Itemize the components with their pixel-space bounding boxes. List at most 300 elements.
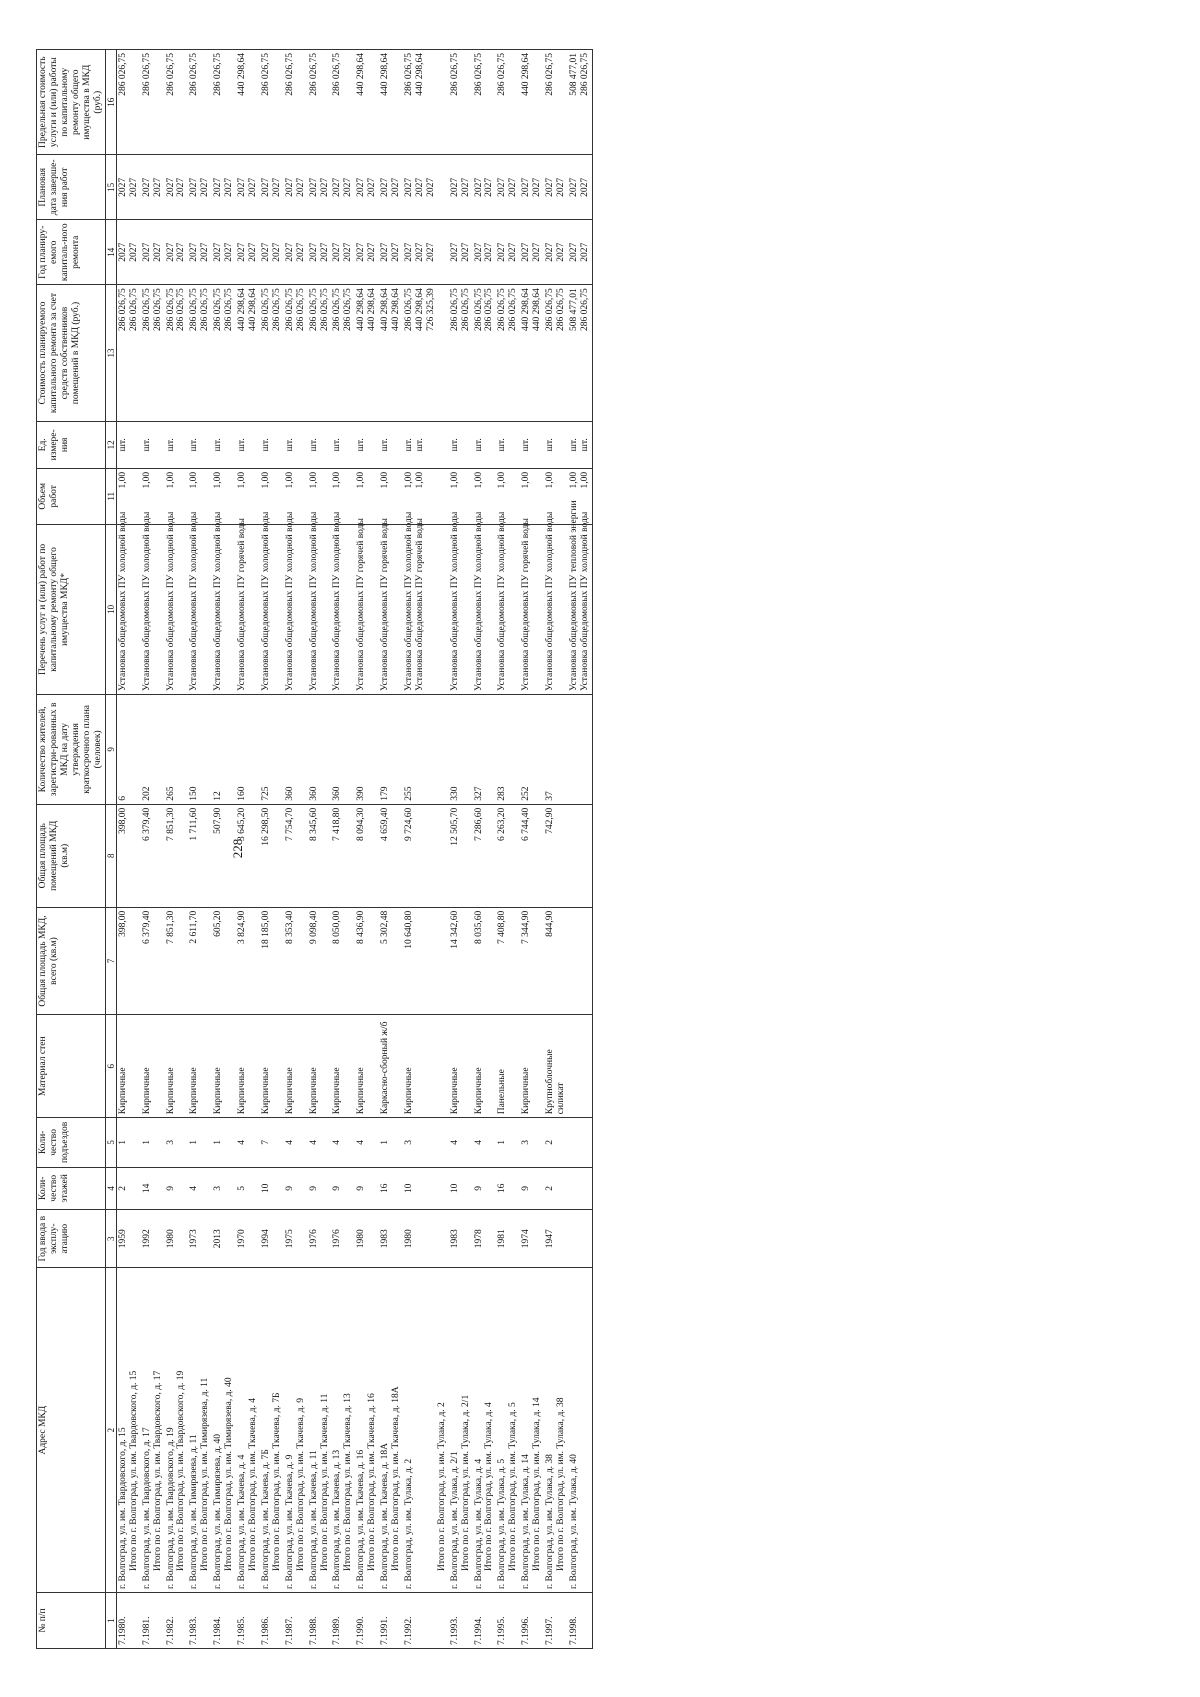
year-cell: [568, 1210, 592, 1268]
residents-cell: [568, 695, 592, 805]
entrances-cell: 1: [212, 1118, 236, 1167]
works-cell: [331, 511, 355, 694]
unit-cell: [331, 421, 355, 468]
end-date-line: 2027: [332, 177, 343, 197]
row-number-cell: 7.1997.: [544, 1593, 568, 1649]
col-header-end-date: Плановая дата заверше-ния работ: [37, 155, 106, 220]
year-cell: 1978: [473, 1210, 497, 1268]
row-number-cell: 7.1984.: [212, 1593, 236, 1649]
cost-line: 286 026,75: [332, 288, 343, 331]
limit-cost-line: 508 477,01: [568, 53, 579, 96]
end-date-cell: [116, 155, 140, 220]
entrances-cell: 4: [449, 1118, 473, 1167]
address-cell: [520, 1268, 544, 1593]
wall-material-cell: Кирпичные: [520, 1015, 544, 1118]
repair-year-line: 2027: [237, 242, 248, 262]
cost-line: 286 026,75: [128, 288, 139, 331]
works-line: Установка общедомовых ПУ холодной воды: [141, 511, 152, 692]
col-header-num: № п/п: [37, 1593, 106, 1649]
col-header-residents: Количество жителей, зарегистри-рованных в МКД на дату утверждения краткосрочного плана (человек): [37, 695, 106, 805]
total-area-cell: 8 436,90: [355, 907, 379, 1014]
cost-line: 440 298,64: [367, 288, 378, 331]
column-number: 1: [105, 1593, 116, 1649]
limit-cost-line: 286 026,75: [260, 53, 271, 96]
address-line: [415, 1271, 426, 1589]
residents-cell: 283: [496, 695, 520, 805]
row-number-cell: 7.1992.: [403, 1593, 449, 1649]
col-header-volume: Объем работ: [37, 468, 106, 524]
cost-line: 286 026,75: [260, 288, 271, 331]
unit-cell: [165, 421, 189, 468]
end-date-line: 2027: [128, 177, 139, 197]
table-row: [212, 50, 236, 1649]
volume-line: 1,00: [308, 471, 319, 489]
entrances-cell: 4: [236, 1118, 260, 1167]
works-cell: [379, 518, 403, 694]
address-line: г. Волгоград, ул. им. Ткачева, д. 13: [332, 1449, 343, 1590]
works-cell: [568, 500, 592, 694]
cost-line: 286 026,75: [319, 288, 330, 331]
unit-cell: [188, 421, 212, 468]
works-cell: [212, 511, 236, 694]
limit-cost-line: 286 026,75: [284, 53, 295, 96]
limit-cost-cell: [331, 50, 355, 155]
limit-cost-cell: [568, 50, 592, 155]
wall-material-cell: Кирпичные: [141, 1015, 165, 1118]
cost-cell: [308, 285, 332, 422]
residents-cell: 330: [449, 695, 473, 805]
address-cell: [260, 1268, 284, 1593]
unit-line: шт.: [117, 438, 128, 452]
premises-area-cell: [568, 804, 592, 907]
col-header-cost: Стоимость планируемого капитального ремонта за счет средств собственников помещений в МКД (руб.): [37, 285, 106, 422]
row-number-cell: 7.1989.: [331, 1593, 355, 1649]
unit-line: шт.: [568, 438, 579, 452]
end-date-line: 2027: [460, 177, 471, 197]
table-row: [165, 50, 189, 1649]
repair-year-line: 2027: [508, 242, 519, 262]
address-line: г. Волгоград, ул. им. Тулака, д. 40: [568, 1454, 579, 1590]
address-cell: [403, 1268, 449, 1593]
works-line: Установка общедомовых ПУ холодной воды: [579, 511, 590, 692]
address-line: г. Волгоград, ул. им. Тулака, д. 38: [545, 1454, 556, 1590]
end-date-cell: [284, 155, 308, 220]
limit-cost-cell: [308, 50, 332, 155]
wall-material-cell: Кирпичные: [449, 1015, 473, 1118]
works-cell: [544, 511, 568, 694]
premises-area-cell: 398,00: [116, 804, 140, 907]
column-number: 13: [105, 285, 116, 422]
address-line: Итого по г. Волгоград, ул. им. Тимирязева, д. 11: [200, 1377, 211, 1572]
premises-area-cell: 7 754,70: [284, 804, 308, 907]
unit-cell: [568, 421, 592, 468]
limit-cost-line: 286 026,75: [579, 53, 590, 96]
volume-line: 1,00: [356, 471, 367, 489]
table-row: [284, 50, 308, 1649]
address-line: г. Волгоград, ул. им. Твардовского, д. 19: [165, 1427, 176, 1590]
works-cell: [188, 511, 212, 694]
table-row: [568, 50, 592, 1649]
works-line: Установка общедомовых ПУ холодной воды: [308, 511, 319, 692]
limit-cost-line: 286 026,75: [165, 53, 176, 96]
cost-cell: [284, 285, 308, 422]
repair-year-cell: [260, 220, 284, 285]
repair-year-cell: [520, 220, 544, 285]
unit-line: шт.: [308, 438, 319, 452]
year-cell: 1947: [544, 1210, 568, 1268]
row-number-cell: 7.1998.: [568, 1593, 592, 1649]
end-date-cell: [379, 155, 403, 220]
year-cell: 1974: [520, 1210, 544, 1268]
limit-cost-cell: [473, 50, 497, 155]
column-number: 5: [105, 1118, 116, 1167]
limit-cost-cell: [116, 50, 140, 155]
limit-cost-cell: [141, 50, 165, 155]
column-number: 7: [105, 907, 116, 1014]
entrances-cell: 1: [496, 1118, 520, 1167]
table-row: [544, 50, 568, 1649]
address-line: Итого по г. Волгоград, ул. им. Тимирязева, д. 40: [224, 1377, 235, 1572]
col-header-works: Перечень услуг и (или) работ по капитальному ремонту общего имущества МКД*: [37, 524, 106, 694]
unit-cell: [260, 421, 284, 468]
volume-line: 1,00: [260, 471, 271, 489]
end-date-line: 2027: [555, 177, 566, 197]
wall-material-cell: Кирпичные: [260, 1015, 284, 1118]
column-number: 3: [105, 1210, 116, 1268]
unit-cell: [403, 421, 449, 468]
volume-line: 1,00: [414, 471, 425, 489]
cost-line: 286 026,75: [497, 288, 508, 331]
volume-line: 1,00: [545, 471, 556, 489]
row-number-cell: 7.1988.: [308, 1593, 332, 1649]
cost-cell: [473, 285, 497, 422]
address-cell: [141, 1268, 165, 1593]
table-row: [449, 50, 473, 1649]
unit-cell: [520, 421, 544, 468]
end-date-line: 2027: [165, 177, 176, 197]
limit-cost-line: 440 298,64: [380, 53, 391, 96]
total-area-cell: 2 611,70: [188, 907, 212, 1014]
address-cell: [236, 1268, 260, 1593]
limit-cost-cell: [188, 50, 212, 155]
page-number: 228: [230, 838, 245, 859]
year-cell: 1980: [403, 1210, 449, 1268]
works-cell: [308, 511, 332, 694]
address-line: г. Волгоград, ул. им. Ткачева, д. 4: [237, 1454, 248, 1590]
end-date-line: 2027: [284, 177, 295, 197]
limit-cost-line: 440 298,64: [356, 53, 367, 96]
total-area-cell: 7 408,80: [496, 907, 520, 1014]
unit-line: шт.: [356, 438, 367, 452]
address-line: Итого по г. Волгоград, ул. им. Ткачева, д. 11: [319, 1393, 330, 1572]
cost-line: 726 325,39: [425, 288, 436, 331]
residents-cell: 179: [379, 695, 403, 805]
unit-line: шт.: [380, 438, 391, 452]
residents-cell: 255: [403, 695, 449, 805]
address-cell: [544, 1268, 568, 1593]
table-row: [308, 50, 332, 1649]
table-row: [331, 50, 355, 1649]
total-area-cell: 7 851,30: [165, 907, 189, 1014]
floors-cell: 10: [449, 1167, 473, 1210]
repair-year-line: 2027: [165, 242, 176, 262]
premises-area-cell: 9 724,60: [403, 804, 449, 907]
works-line: Установка общедомовых ПУ горячей воды: [414, 518, 425, 692]
repair-year-cell: [331, 220, 355, 285]
cost-cell: [496, 285, 520, 422]
repair-year-line: 2027: [213, 242, 224, 262]
volume-line: 1,00: [449, 471, 460, 489]
works-line: Установка общедомовых ПУ тепловой энергии: [568, 500, 579, 692]
end-date-cell: [449, 155, 473, 220]
address-cell: [449, 1268, 473, 1593]
address-line: г. Волгоград, ул. им. Ткачева, д. 18А: [380, 1443, 391, 1590]
address-cell: [379, 1268, 403, 1593]
premises-area-cell: 7 851,30: [165, 804, 189, 907]
end-date-line: 2027: [213, 177, 224, 197]
volume-cell: [520, 468, 544, 524]
limit-cost-cell: [496, 50, 520, 155]
cost-line: 286 026,75: [165, 288, 176, 331]
repair-year-line: 2027: [497, 242, 508, 262]
end-date-cell: [544, 155, 568, 220]
wall-material-cell: Каркасно-сборный ж/б: [379, 1015, 403, 1118]
row-number-cell: 7.1995.: [496, 1593, 520, 1649]
end-date-line: 2027: [319, 177, 330, 197]
table-row: [236, 50, 260, 1649]
end-date-line: 2027: [391, 177, 402, 197]
unit-cell: [473, 421, 497, 468]
repair-year-cell: [284, 220, 308, 285]
column-number: 8: [105, 804, 116, 907]
address-line: г. Волгоград, ул. им. Ткачева, д. 11: [308, 1450, 319, 1590]
entrances-cell: 1: [141, 1118, 165, 1167]
unit-line: шт.: [260, 438, 271, 452]
cost-line: 508 477,01: [568, 288, 579, 331]
repair-year-line: 2027: [284, 242, 295, 262]
floors-cell: 3: [212, 1167, 236, 1210]
cost-line: 286 026,75: [473, 288, 484, 331]
cost-line: 286 026,75: [224, 288, 235, 331]
works-line: Установка общедомовых ПУ холодной воды: [189, 511, 200, 692]
unit-line: шт.: [404, 438, 414, 452]
wall-material-cell: Кирпичные: [165, 1015, 189, 1118]
row-number-cell: 7.1986.: [260, 1593, 284, 1649]
address-cell: [188, 1268, 212, 1593]
repair-year-cell: [403, 220, 449, 285]
cost-cell: [544, 285, 568, 422]
end-date-line: 2027: [343, 177, 354, 197]
end-date-line: 2027: [414, 177, 425, 197]
residents-cell: 725: [260, 695, 284, 805]
volume-line: 1,00: [237, 471, 248, 489]
repair-year-line: 2027: [308, 242, 319, 262]
floors-cell: 10: [260, 1167, 284, 1210]
row-number-cell: 7.1981.: [141, 1593, 165, 1649]
end-date-line: 2027: [473, 177, 484, 197]
col-header-floors: Коли-чество этажей: [37, 1167, 106, 1210]
residents-cell: 150: [188, 695, 212, 805]
residents-cell: 37: [544, 695, 568, 805]
unit-cell: [284, 421, 308, 468]
end-date-cell: [355, 155, 379, 220]
total-area-cell: 398,00: [116, 907, 140, 1014]
wall-material-cell: Кирпичные: [284, 1015, 308, 1118]
premises-area-cell: 8 345,60: [308, 804, 332, 907]
year-cell: 1980: [165, 1210, 189, 1268]
repair-year-line: 2027: [391, 242, 402, 262]
repair-year-cell: [355, 220, 379, 285]
end-date-line: 2027: [568, 177, 579, 197]
col-header-address: Адрес МКД: [37, 1268, 106, 1593]
end-date-line: 2027: [545, 177, 556, 197]
entrances-cell: 1: [379, 1118, 403, 1167]
address-line: Итого по г. Волгоград, ул. им. Тулака, д. 38: [555, 1397, 566, 1572]
total-area-cell: 14 342,60: [449, 907, 473, 1014]
works-cell: [165, 511, 189, 694]
col-header-entrances: Коли-чество подъездов: [37, 1118, 106, 1167]
table-row: [520, 50, 544, 1649]
total-area-cell: 18 185,00: [260, 907, 284, 1014]
residents-cell: 265: [165, 695, 189, 805]
column-number: 9: [105, 695, 116, 805]
column-number-row: [105, 50, 116, 1649]
table-body: [116, 50, 592, 1649]
row-number-cell: 7.1994.: [473, 1593, 497, 1649]
wall-material-cell: Кирпичные: [212, 1015, 236, 1118]
floors-cell: 14: [141, 1167, 165, 1210]
limit-cost-cell: [165, 50, 189, 155]
residents-cell: 160: [236, 695, 260, 805]
cost-line: 286 026,75: [484, 288, 495, 331]
address-line: Итого по г. Волгоград, ул. им. Ткачева, д. 13: [343, 1393, 354, 1572]
cost-line: 286 026,75: [449, 288, 460, 331]
premises-area-cell: 12 505,70: [449, 804, 473, 907]
end-date-line: 2027: [117, 177, 128, 197]
end-date-cell: [331, 155, 355, 220]
floors-cell: 9: [331, 1167, 355, 1210]
repair-year-line: 2027: [248, 242, 259, 262]
wall-material-cell: Крупноблочные силикат: [544, 1015, 568, 1118]
unit-cell: [212, 421, 236, 468]
limit-cost-line: 286 026,75: [545, 53, 556, 96]
unit-cell: [308, 421, 332, 468]
repair-year-line: 2027: [380, 242, 391, 262]
works-cell: [473, 511, 497, 694]
end-date-line: 2027: [356, 177, 367, 197]
end-date-line: 2027: [248, 177, 259, 197]
end-date-line: 2027: [308, 177, 319, 197]
year-cell: 1992: [141, 1210, 165, 1268]
total-area-cell: 3 824,90: [236, 907, 260, 1014]
row-number-cell: 7.1993.: [449, 1593, 473, 1649]
repair-year-line: 2027: [414, 242, 425, 262]
address-line: г. Волгоград, ул. им. Ткачева, д. 16: [356, 1449, 367, 1590]
works-line: Установка общедомовых ПУ холодной воды: [473, 511, 484, 692]
total-area-cell: 7 344,90: [520, 907, 544, 1014]
cost-line: 286 026,75: [271, 288, 282, 331]
address-cell: [165, 1268, 189, 1593]
cost-cell: [449, 285, 473, 422]
address-line: г. Волгоград, ул. им. Тулака, д. 5: [497, 1458, 508, 1590]
cost-cell: [355, 285, 379, 422]
col-header-wall-material: Материал стен: [37, 1015, 106, 1118]
repair-year-line: 2027: [568, 242, 579, 262]
works-line: Установка общедомовых ПУ горячей воды: [380, 518, 391, 692]
cost-line: 286 026,75: [343, 288, 354, 331]
year-cell: 1970: [236, 1210, 260, 1268]
unit-line: шт.: [521, 438, 532, 452]
year-cell: 1983: [379, 1210, 403, 1268]
row-number-cell: 7.1996.: [520, 1593, 544, 1649]
year-cell: 1959: [116, 1210, 140, 1268]
unit-cell: [141, 421, 165, 468]
cost-cell: [236, 285, 260, 422]
premises-area-cell: 6 263,20: [496, 804, 520, 907]
works-cell: [260, 511, 284, 694]
volume-cell: [355, 468, 379, 524]
end-date-line: 2027: [176, 177, 187, 197]
residents-cell: 6: [116, 695, 140, 805]
address-cell: [473, 1268, 497, 1593]
limit-cost-cell: [403, 50, 449, 155]
cost-cell: [141, 285, 165, 422]
address-line: Итого по г. Волгоград, ул. им. Тулака, д. 2: [436, 1402, 447, 1572]
repair-year-cell: [544, 220, 568, 285]
end-date-line: 2027: [200, 177, 211, 197]
unit-line: шт.: [332, 438, 343, 452]
unit-cell: [355, 421, 379, 468]
wall-material-cell: Кирпичные: [308, 1015, 332, 1118]
row-number-cell: 7.1982.: [165, 1593, 189, 1649]
cost-line: 286 026,75: [460, 288, 471, 331]
address-cell: [212, 1268, 236, 1593]
works-line: Установка общедомовых ПУ горячей воды: [521, 518, 532, 692]
repair-year-line: 2027: [152, 242, 163, 262]
repair-year-cell: [496, 220, 520, 285]
address-cell: [308, 1268, 332, 1593]
end-date-line: 2027: [532, 177, 543, 197]
volume-line: 1,00: [380, 471, 391, 489]
cost-cell: [188, 285, 212, 422]
end-date-line: 2027: [224, 177, 235, 197]
volume-line: 1,00: [141, 471, 152, 489]
address-line: Итого по г. Волгоград, ул. им. Ткачева, д. 4: [248, 1398, 259, 1572]
address-line: Итого по г. Волгоград, ул. им. Тулака, д. 5: [508, 1402, 519, 1572]
address-line: г. Волгоград, ул. им. Твардовского, д. 15: [117, 1427, 128, 1590]
premises-area-cell: 7 286,60: [473, 804, 497, 907]
works-cell: [403, 511, 449, 694]
limit-cost-cell: [236, 50, 260, 155]
repair-year-line: 2027: [473, 242, 484, 262]
repair-year-line: 2027: [343, 242, 354, 262]
end-date-line: 2027: [271, 177, 282, 197]
works-cell: [355, 518, 379, 694]
repair-year-line: 2027: [521, 242, 532, 262]
wall-material-cell: Кирпичные: [188, 1015, 212, 1118]
total-area-cell: 8 353,40: [284, 907, 308, 1014]
address-line: Итого по г. Волгоград, ул. им. Твардовского, д. 15: [128, 1370, 139, 1572]
cost-line: 286 026,75: [152, 288, 163, 331]
row-number-cell: 7.1985.: [236, 1593, 260, 1649]
volume-cell: [236, 468, 260, 524]
address-cell: [331, 1268, 355, 1593]
works-line: Установка общедомовых ПУ холодной воды: [117, 511, 128, 692]
end-date-line: 2027: [380, 177, 391, 197]
year-cell: 1980: [355, 1210, 379, 1268]
entrances-cell: 3: [520, 1118, 544, 1167]
col-header-premises-area: Общая площадь помещений МКД (кв.м): [37, 804, 106, 907]
